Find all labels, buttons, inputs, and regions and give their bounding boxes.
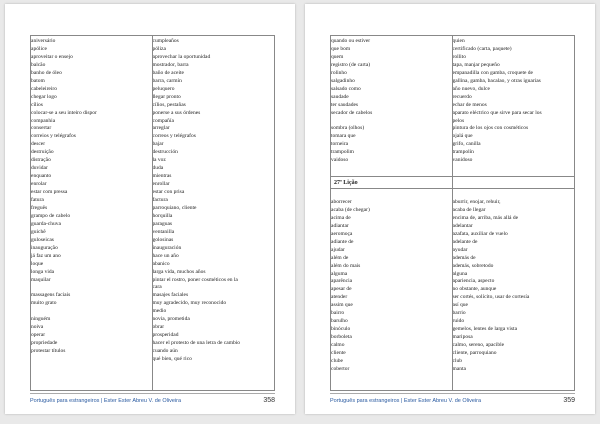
section-divider-bottom: [331, 188, 574, 189]
term-portuguese: acima de: [331, 214, 351, 221]
term-portuguese: aborrecer: [331, 198, 352, 205]
term-portuguese: aniversário: [31, 38, 56, 44]
term-portuguese: quando ou estiver: [331, 38, 371, 44]
portuguese-column: [331, 36, 453, 390]
term-portuguese: borboleta: [331, 334, 352, 341]
term-spanish: apariencia, aspecto: [452, 278, 495, 285]
term-portuguese: destruição: [31, 149, 54, 156]
term-portuguese: noiva: [31, 324, 44, 331]
footer-credit: Português para estrangeiros | Ester Ester Abreu V. de Oliveira: [30, 398, 182, 404]
term-spanish: larga vida, muchos años: [152, 268, 206, 275]
term-spanish: tapa, manjar pequeño: [452, 61, 500, 68]
term-spanish: rollito: [452, 53, 466, 60]
term-portuguese: apólice: [31, 45, 47, 52]
footer-divider: [30, 393, 275, 394]
term-spanish: hacer el protesto de una letra de cambio: [152, 340, 241, 347]
term-spanish: pintar el rostro, poner cosméticos en la: [152, 276, 238, 283]
term-spanish: empanadilla con gamba, croquete de: [452, 69, 533, 76]
term-spanish: ventanilla: [152, 228, 175, 235]
term-portuguese: fatura: [31, 197, 44, 203]
term-spanish: certificado (carta, paquete): [452, 45, 512, 52]
term-spanish: mariposa: [452, 334, 473, 341]
term-portuguese: enquanto: [31, 173, 52, 180]
term-spanish: manta: [452, 365, 466, 372]
term-portuguese: aproveitar o ensejo: [31, 53, 73, 60]
term-spanish: quien: [452, 38, 465, 44]
term-spanish: aparato eléctrico que sirve para secar los: [452, 109, 542, 116]
term-spanish: llegar pronto: [152, 93, 181, 100]
term-spanish: golosinas: [152, 236, 174, 243]
term-portuguese: maquilar: [31, 276, 51, 283]
term-portuguese: batom: [31, 77, 45, 84]
term-spanish: bajar: [152, 141, 164, 148]
term-spanish: trampolín: [452, 149, 474, 156]
footer-divider: [330, 393, 575, 394]
term-spanish: pintura de los ojos con cosméticos: [452, 125, 529, 132]
term-spanish: la voz: [152, 157, 166, 164]
term-portuguese: apesar de: [331, 286, 352, 293]
term-portuguese: além de: [331, 254, 349, 261]
term-portuguese: assim que: [331, 302, 353, 309]
term-portuguese: já faz um ano: [31, 252, 61, 259]
term-spanish: barrio: [452, 310, 466, 317]
term-portuguese: acaba (de chegar): [331, 206, 370, 213]
term-portuguese: além do mais: [331, 262, 361, 269]
term-spanish: alguna: [452, 270, 468, 277]
term-spanish: calmo, sereno, apacible: [452, 342, 505, 349]
term-portuguese: trampolim: [331, 149, 354, 156]
term-portuguese: aeromoça: [331, 230, 353, 237]
term-spanish: azafata, auxiliar de vuelo: [452, 230, 508, 237]
term-spanish: abanico: [152, 260, 170, 267]
term-spanish: correos y telégrafos: [152, 133, 196, 140]
term-portuguese: bairro: [331, 310, 345, 317]
term-portuguese: longa vida: [31, 268, 55, 275]
term-portuguese: adiante de: [331, 238, 354, 245]
term-portuguese: balcão: [31, 61, 46, 68]
term-spanish: aburrir, enojar, rehuir,: [452, 198, 501, 205]
page-number: 359: [563, 397, 575, 404]
term-spanish: mostrador, barra: [152, 61, 189, 68]
term-portuguese: guarda-chuva: [31, 220, 61, 227]
term-portuguese: distração: [31, 157, 51, 164]
term-spanish: cara: [152, 284, 162, 291]
term-spanish: qué bien, qué rico: [152, 356, 192, 362]
term-spanish: enrollar: [152, 181, 170, 188]
term-portuguese: ninguém: [31, 316, 51, 323]
vocabulary-table-left: [30, 35, 275, 391]
term-portuguese: cílios: [31, 101, 43, 108]
term-spanish: ayudar: [452, 246, 468, 253]
term-portuguese: guichê: [31, 228, 46, 235]
term-portuguese: atender: [331, 294, 348, 301]
term-portuguese: protestar títulos: [31, 348, 66, 355]
term-portuguese: saudade: [331, 93, 349, 100]
term-spanish: compañía: [152, 117, 174, 124]
term-portuguese: torneira: [331, 141, 349, 148]
term-portuguese: grampo de cabelo: [31, 212, 71, 219]
term-portuguese: que bom: [331, 45, 351, 52]
spanish-column: [453, 36, 575, 390]
page-footer-left: [30, 396, 275, 408]
term-spanish: masajes faciales: [152, 292, 189, 299]
term-spanish: gallina, gamba, bacalao, y otras iguarias: [452, 77, 541, 84]
term-spanish: hace un año: [152, 252, 179, 259]
page-footer-right: [330, 396, 575, 408]
page-number: 358: [263, 397, 275, 404]
term-portuguese: registro (de carta): [331, 61, 371, 68]
term-portuguese: cliente: [331, 350, 346, 356]
term-portuguese: adiantar: [331, 222, 349, 229]
term-spanish: peluquero: [152, 85, 175, 92]
term-portuguese: loque: [31, 260, 44, 267]
term-spanish: destrucción: [152, 149, 178, 156]
term-spanish: adelantar: [452, 222, 473, 229]
term-portuguese: quem: [331, 53, 344, 60]
term-spanish: vanidoso: [452, 157, 473, 164]
term-spanish: recuerdo: [452, 93, 472, 100]
left-page: [5, 4, 295, 414]
term-portuguese: binóculo: [331, 326, 351, 333]
term-spanish: club: [452, 357, 462, 364]
portuguese-column: [31, 36, 153, 390]
term-spanish: baño de aceite: [152, 69, 184, 76]
term-spanish: gemelos, lentes de larga vista: [452, 326, 518, 333]
term-spanish: ponerse a sus órdenes: [152, 109, 201, 116]
term-spanish: aprovechar la oportunidad: [152, 53, 211, 60]
term-portuguese: clube: [331, 357, 343, 364]
term-spanish: barra, carmín: [152, 77, 182, 84]
term-spanish: factura: [152, 197, 168, 203]
term-spanish: cuando aún: [152, 348, 178, 355]
term-portuguese: massagens faciais: [31, 292, 71, 299]
term-portuguese: chegar logo: [31, 93, 57, 100]
term-portuguese: estar com pressa: [31, 189, 68, 196]
term-portuguese: ajudar: [331, 246, 345, 253]
term-portuguese: inauguração: [31, 244, 58, 251]
term-spanish: además de: [452, 254, 476, 261]
term-portuguese: salgadinho: [331, 77, 355, 84]
term-spanish: obrar: [152, 324, 165, 331]
term-portuguese: cobertor: [331, 365, 350, 372]
term-portuguese: sombra (olhos): [331, 125, 365, 132]
term-spanish: cílios, pestañas: [152, 101, 186, 108]
term-spanish: mientras: [152, 173, 172, 180]
term-portuguese: freguês: [31, 204, 48, 211]
term-spanish: cumpleaños: [152, 38, 179, 44]
term-spanish: novia, prometida: [152, 316, 190, 323]
term-spanish: pelos: [452, 117, 465, 124]
term-portuguese: cabeleireiro: [31, 85, 57, 92]
term-portuguese: calmo: [331, 342, 345, 349]
term-portuguese: alguma: [331, 270, 348, 277]
term-portuguese: descer: [31, 141, 46, 148]
term-portuguese: secador de cabelos: [331, 109, 373, 116]
term-portuguese: companhia: [31, 117, 56, 124]
term-portuguese: enrolar: [31, 181, 47, 188]
term-portuguese: ter saudades: [331, 101, 359, 108]
term-spanish: adelante de: [452, 238, 478, 245]
term-portuguese: salsado como: [331, 85, 361, 92]
term-portuguese: tomara que: [331, 133, 356, 140]
term-spanish: ruido: [452, 318, 465, 325]
term-spanish: muy agradecido, muy reconocido: [152, 300, 227, 307]
term-portuguese: duvidar: [31, 165, 48, 172]
term-spanish: año nuevo, dulce: [452, 85, 490, 92]
term-portuguese: banho de óleo: [31, 69, 62, 76]
term-spanish: acaba de llegar: [452, 206, 486, 213]
term-spanish: arreglar: [152, 125, 170, 132]
term-spanish: duda: [152, 165, 164, 172]
term-spanish: paraguas: [152, 220, 173, 227]
term-spanish: prosperidad: [152, 332, 179, 339]
section-divider-top: [331, 176, 574, 177]
term-spanish: póliza: [152, 45, 166, 52]
term-portuguese: consertar: [31, 125, 52, 132]
term-portuguese: aparência: [331, 278, 353, 285]
term-spanish: inauguración: [152, 244, 182, 251]
term-portuguese: barulho: [331, 318, 348, 325]
term-spanish: estar con prisa: [152, 189, 185, 196]
term-portuguese: guloseicas: [31, 236, 54, 243]
term-portuguese: correios y telégrafos: [31, 133, 76, 140]
term-spanish: ojalá que: [452, 133, 473, 140]
term-spanish: ser cortés, solícito, usar de cortesía: [452, 294, 530, 301]
footer-credit: Português para estrangeiros | Ester Ester Abreu V. de Oliveira: [330, 398, 482, 404]
term-portuguese: muito grato: [31, 300, 57, 307]
term-spanish: horquilla: [152, 212, 173, 219]
term-spanish: además, sobretodo: [452, 262, 494, 269]
term-spanish: medio: [152, 308, 167, 315]
term-portuguese: vaidoso: [331, 157, 349, 164]
term-spanish: cliente, parroquiano: [452, 350, 497, 356]
term-spanish: no obstante, aunque: [452, 286, 497, 293]
term-spanish: echar de menos: [452, 101, 487, 108]
term-spanish: así que: [452, 302, 468, 309]
term-spanish: encima de, arriba, más allá de: [452, 214, 519, 221]
term-portuguese: colocar-se a seu inteiro dispor: [31, 109, 97, 116]
spanish-column: [153, 36, 275, 390]
term-portuguese: propriedade: [31, 340, 58, 347]
term-portuguese: rolinho: [331, 69, 347, 76]
term-portuguese: operar: [31, 332, 46, 339]
term-spanish: grifo, canilla: [452, 141, 481, 148]
lesson-heading: 27ª Lição: [334, 180, 358, 186]
term-spanish: parroquiano, cliente: [152, 204, 197, 211]
vocabulary-table-right: [330, 35, 575, 391]
right-page: [305, 4, 595, 414]
